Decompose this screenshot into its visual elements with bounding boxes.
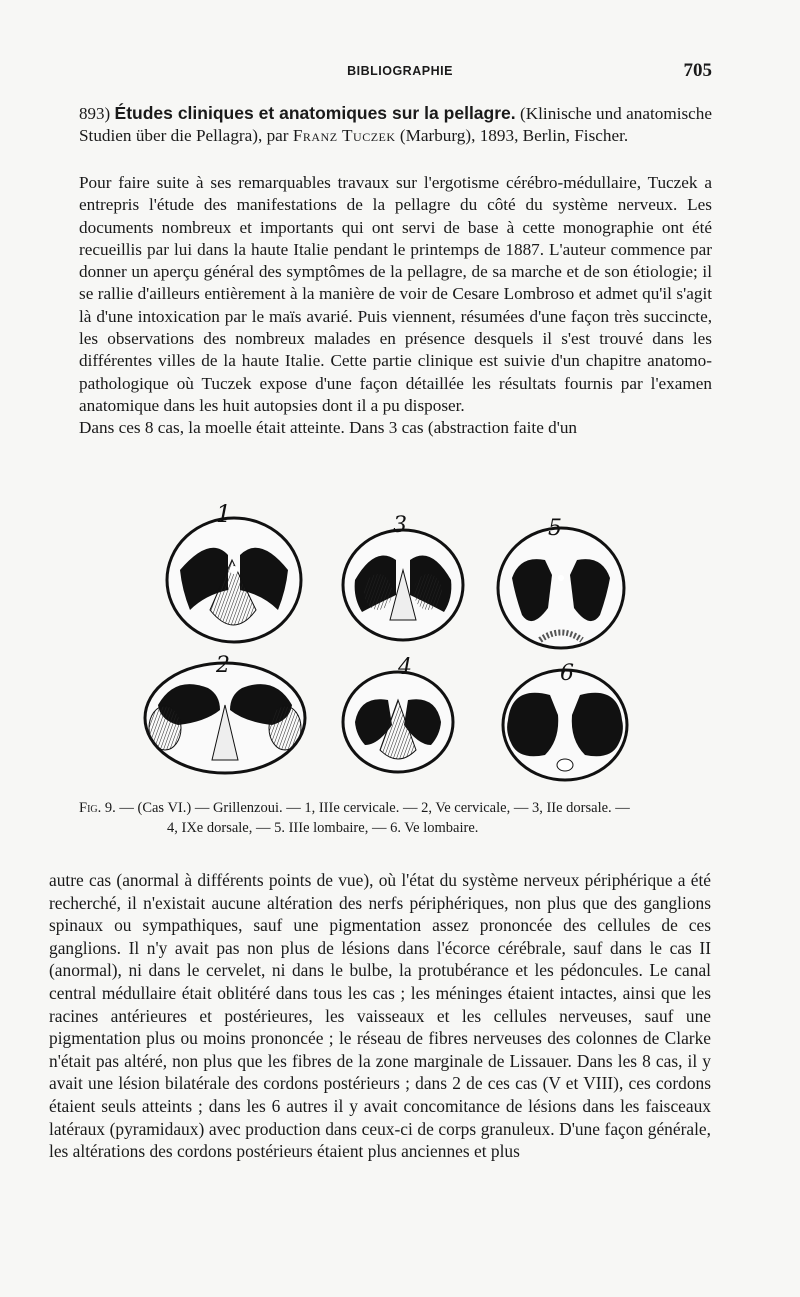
entry-author: Franz Tuczek [292,126,396,146]
caption-fig-label: Fig. 9. [79,800,116,816]
body-text-top [79,172,712,440]
section-1 [167,518,301,642]
paragraph: Pour faire suite à ses remarquables travaux sur l'ergotisme cérébro-médullaire, Tuczek a entrepris l'étude des manifestations de la pellagre du côté du système nerveux. Les documents nombreux et importants qui ont servi de base à cette monographie ont été recueillis par lui dans la haute Italie pendant le printemps de 1887. L'auteur commence par donner un aperçu général des symptômes de la pellagre, de sa marche et de son étiologie; il se rallie d'ailleurs entièrement à la manière de voir de Cesare Lombroso et admet qu'il s'agit là d'une intoxication par le maïs avarié. Puis viennent, résumées d'une façon très succincte, les observations des nombreux malades en présence desquels il s'est trouvé dans les différentes villes de la haute Italie. Cette partie clinique est suivie d'un chapitre anatomo-pathologique où Tuczek expose d'une façon détaillée les résultats fournis par l'examen anatomique dans les huit autopsies dont il a pu disposer. [79,173,712,415]
page-number: 705 [683,60,712,81]
figure-label-5: 5 [548,516,562,541]
paragraph: autre cas (anormal à différents points de vue), où l'état du système nerveux périphérique a été recherché, il n'existait aucune altération des nerfs périphériques, non plus que des ganglions spinaux ou sympathiques, sauf une pigmentation assez prononcée des cellules de ces ganglions. Il n'y avait pas non plus de lésions dans l'écorce cérébrale, sauf dans le cas II (anormal), ni dans le cervelet, ni dans le bulbe, la protubérance et les pédoncules. Le canal central médullaire était oblitéré dans tous les cas ; les méninges étaient intactes, ainsi que les racines antérieures et postérieures, les vaisseaux et les cellules nerveuses, sauf une pigmentation plus ou moins prononcée ; le réseau de fibres nerveuses des colonnes de Clarke n'était pas altéré, non plus que les fibres de la zone marginale de Lissauer. Dans les 8 cas, il y avait une lésion bilatérale des cordons postérieurs ; dans 2 de ces cas (V et VIII), ces cordons étaient seuls atteints ; dans les 6 autres il y avait concomitance de lésions dans les faisceaux latéraux (pyramidaux) avec production dans ceux-ci de corps granuleux. D'une façon générale, les altérations des cordons postérieurs étaient plus anciennes et plus [49,870,711,1162]
figure-label-4: 4 [398,655,412,680]
section-4 [343,672,453,772]
section-3 [343,530,463,640]
figure-caption [79,798,719,838]
figure-label-6: 6 [560,661,574,686]
bibliography-entry [79,102,712,148]
body-text-bottom [49,869,711,1163]
section-6 [503,670,627,780]
entry-number: 893) [79,104,111,123]
running-head: BIBLIOGRAPHIE [347,64,453,78]
section-5 [498,528,624,648]
figure-spinal-sections [120,500,680,790]
figure-label-2: 2 [216,653,230,678]
figure-label-3: 3 [393,513,407,538]
entry-publication: (Marburg), 1893, Berlin, Fischer. [399,126,629,146]
caption-line-2: 4, IXe dorsale, — 5. IIIe lombaire, — 6. Ve lombaire. [167,820,479,836]
section-2 [145,663,305,773]
entry-subtitle: (Klinische und anatomische Studien über die Pellagra), par [79,104,713,146]
page-header [0,60,800,88]
paragraph: Dans ces 8 cas, la moelle était atteinte. Dans 3 cas (abstraction faite d'un [79,418,578,438]
spinal-cord-sections-illustration [120,500,680,790]
caption-line-1: — (Cas VI.) — Grillenzoui. — 1, IIIe cervicale. — 2, Ve cervicale, — 3, IIe dorsale. — [119,800,630,816]
figure-label-1: 1 [216,500,232,528]
entry-title: Études cliniques et anatomiques sur la pellagre. [114,103,516,123]
